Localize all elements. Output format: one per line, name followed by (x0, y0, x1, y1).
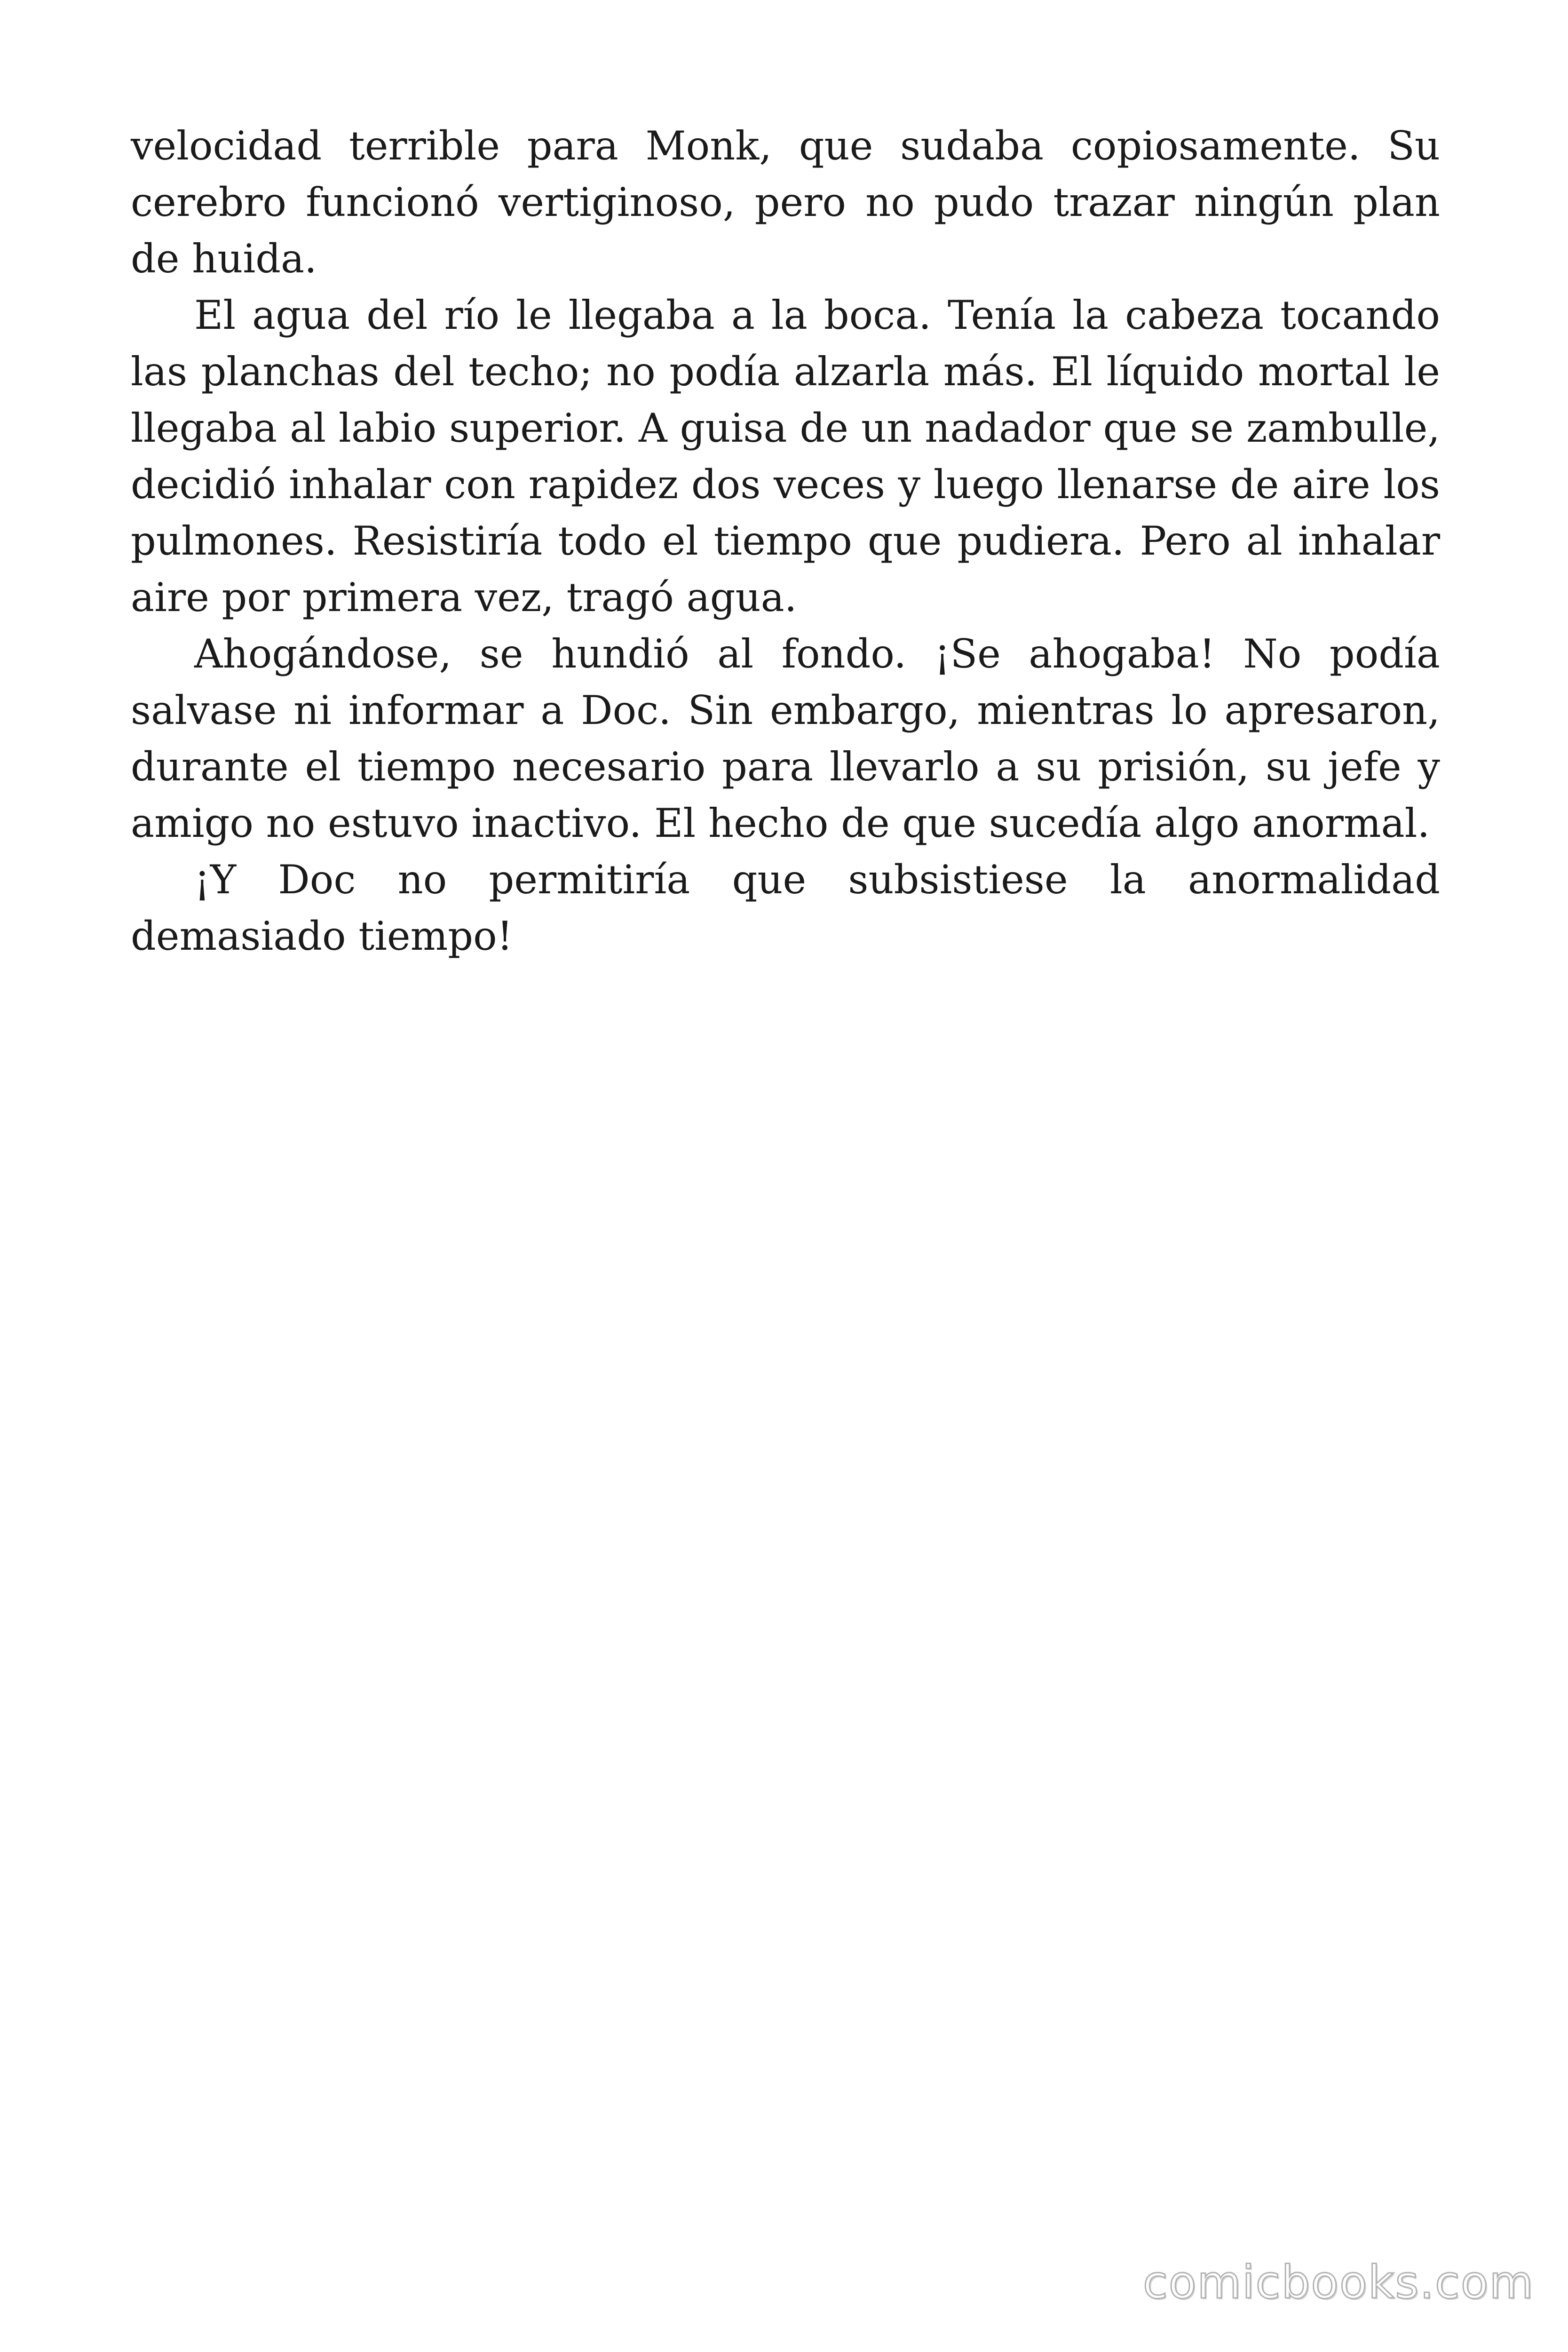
body-text (131, 118, 1440, 964)
paragraph-drowning: Ahogándose, se hundió al fondo. ¡Se ahogaba! No podía salvase ni informar a Doc. Sin embargo, mientras lo apresaron, durante el tiempo necesario para llevarlo a su prisión, su jefe y amigo no estuvo inactivo. El hecho de que sucedía algo anormal. (131, 631, 1440, 846)
paragraph-doc-conclusion: ¡Y Doc no permitiría que subsistiese la anormalidad demasiado tiempo! (131, 857, 1440, 959)
paragraph-river-water: El agua del río le llegaba a la boca. Tenía la cabeza tocando las planchas del techo; no podía alzarla más. El líquido mortal le llegaba al labio superior. A guisa de un nadador que se zambulle, decidió inhalar con rapidez dos veces y luego llenarse de aire los pulmones. Resistiría todo el tiempo que pudiera. Pero al inhalar aire por primera vez, tragó agua. (131, 292, 1440, 620)
site-watermark: comicbooks.com (1142, 2256, 1534, 2309)
paragraph-continuation: velocidad terrible para Monk, que sudaba copiosamente. Su cerebro funcionó vertiginoso, pero no pudo trazar ningún plan de huida. (131, 123, 1440, 282)
